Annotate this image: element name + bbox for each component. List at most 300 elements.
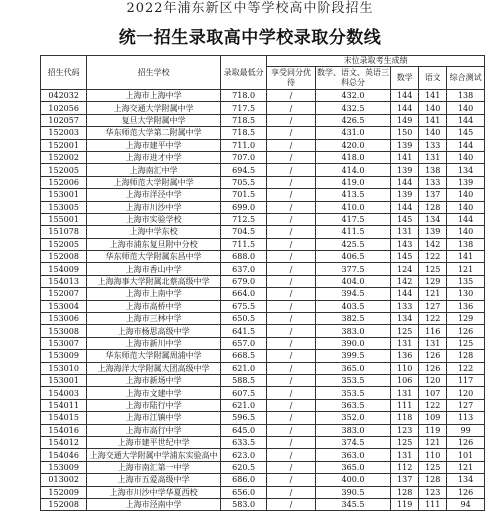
table-row [41,90,485,102]
cell-priority: / [267,387,315,399]
cell-composite: 127 [447,399,485,411]
cell-school: 上海海洋大学附属大团高级中学 [87,362,221,374]
cell-composite: 125 [447,337,485,349]
cell-math: 145 [391,213,419,225]
cell-chinese: 110 [419,449,447,461]
table-row [41,387,485,399]
cell-three-subject-total: 419.0 [315,176,390,188]
table-row [41,201,485,213]
cell-priority: / [267,412,315,424]
cell-chinese: 109 [419,412,447,424]
cell-school: 华东师范大学附属东昌中学 [87,251,221,263]
cell-composite: 138 [447,238,485,250]
cell-min-score: 664.0 [220,288,266,300]
cell-code: 153001 [41,374,87,386]
cell-three-subject-total: 417.5 [315,213,390,225]
cell-min-score: 701.5 [220,189,266,201]
cell-math: 125 [391,436,419,448]
header-chinese: 语文 [419,67,447,90]
cell-chinese: 121 [419,436,447,448]
table-row [41,461,485,473]
cell-priority: / [267,139,315,151]
cell-school: 上海市江镇中学 [87,412,221,424]
cell-min-score: 705.5 [220,176,266,188]
score-table-body [41,90,485,511]
cell-min-score: 588.5 [220,374,266,386]
cell-min-score: 641.5 [220,325,266,337]
cell-chinese: 122 [419,313,447,325]
cell-min-score: 620.5 [220,461,266,473]
cell-chinese: 133 [419,176,447,188]
cell-chinese: 128 [419,474,447,486]
cell-chinese: 125 [419,461,447,473]
cell-composite: 94 [447,498,485,510]
cell-priority: / [267,164,315,176]
cell-school: 上海市高行中学 [87,424,221,436]
cell-chinese: 138 [419,164,447,176]
cell-composite: 139 [447,176,485,188]
cell-three-subject-total: 414.0 [315,164,390,176]
header-last-admitted-group: 末位录取考生成绩 [267,56,485,67]
cell-min-score: 607.5 [220,387,266,399]
cell-chinese: 122 [419,399,447,411]
cell-math: 118 [391,412,419,424]
cell-math: 144 [391,90,419,102]
cell-priority: / [267,325,315,337]
table-row [41,102,485,114]
cell-priority: / [267,263,315,275]
cell-priority: / [267,424,315,436]
cell-priority: / [267,300,315,312]
cell-school: 上海市上海中学 [87,90,221,102]
cell-school: 上海市建平中学 [87,139,221,151]
cell-composite: 128 [447,350,485,362]
cell-composite: 134 [447,164,485,176]
cell-min-score: 583.0 [220,498,266,510]
cell-min-score: 717.5 [220,102,266,114]
cell-math: 141 [391,151,419,163]
table-row [41,213,485,225]
cell-min-score: 668.5 [220,350,266,362]
cell-school: 华东师范大学第二附属中学 [87,127,221,139]
cell-priority: / [267,201,315,213]
cell-priority: / [267,399,315,411]
cell-code: 152003 [41,127,87,139]
cell-chinese: 111 [419,498,447,510]
cell-code: 151078 [41,226,87,238]
cell-school: 上海市川沙中学 [87,201,221,213]
cell-min-score: 675.5 [220,300,266,312]
cell-priority: / [267,251,315,263]
cell-chinese: 120 [419,374,447,386]
cell-school: 上海市三林中学 [87,313,221,325]
cell-composite: 101 [447,449,485,461]
cell-composite: 144 [447,114,485,126]
cell-school: 上海师范大学附属中学 [87,176,221,188]
cell-code: 152007 [41,288,87,300]
cell-three-subject-total: 394.5 [315,288,390,300]
cell-math: 144 [391,201,419,213]
cell-chinese: 139 [419,226,447,238]
cell-school: 上海南汇中学 [87,164,221,176]
cell-composite: 134 [447,474,485,486]
cell-composite: 130 [447,288,485,300]
cell-math: 149 [391,114,419,126]
cell-priority: / [267,176,315,188]
cell-code: 153009 [41,350,87,362]
cell-code: 042032 [41,90,87,102]
cell-three-subject-total: 420.0 [315,139,390,151]
cell-math: 144 [391,102,419,114]
header-composite: 综合测试 [447,67,485,90]
cell-math: 145 [391,251,419,263]
cell-chinese: 122 [419,251,447,263]
cell-three-subject-total: 418.0 [315,151,390,163]
cell-math: 150 [391,127,419,139]
cell-min-score: 645.0 [220,424,266,436]
cell-code: 154046 [41,449,87,461]
cell-min-score: 704.5 [220,226,266,238]
cell-priority: / [267,362,315,374]
cell-priority: / [267,288,315,300]
cell-min-score: 657.0 [220,337,266,349]
cell-math: 134 [391,313,419,325]
cell-code: 152008 [41,498,87,510]
cell-three-subject-total: 363.5 [315,399,390,411]
cell-code: 153004 [41,300,87,312]
cell-school: 上海市浦东复旦附中分校 [87,238,221,250]
cell-min-score: 711.5 [220,238,266,250]
cell-min-score: 711.0 [220,139,266,151]
cell-three-subject-total: 353.5 [315,374,390,386]
cell-priority: / [267,102,315,114]
cell-min-score: 718.0 [220,90,266,102]
cell-school: 上海市实验学校 [87,213,221,225]
cell-code: 152001 [41,139,87,151]
header-math: 数学 [391,67,419,90]
cell-math: 106 [391,374,419,386]
cell-three-subject-total: 363.0 [315,449,390,461]
table-row [41,151,485,163]
cell-code: 152008 [41,251,87,263]
cell-min-score: 621.0 [220,399,266,411]
cell-three-subject-total: 345.5 [315,498,390,510]
cell-chinese: 126 [419,350,447,362]
cell-min-score: 707.0 [220,151,266,163]
cell-school: 上海市新川中学 [87,337,221,349]
cell-chinese: 129 [419,275,447,287]
cell-three-subject-total: 390.0 [315,337,390,349]
cell-chinese: 134 [419,213,447,225]
table-row [41,350,485,362]
table-row [41,275,485,287]
table-row [41,189,485,201]
cell-math: 133 [391,300,419,312]
table-row [41,362,485,374]
table-row [41,176,485,188]
cell-three-subject-total: 365.0 [315,461,390,473]
cell-chinese: 141 [419,114,447,126]
cell-math: 131 [391,387,419,399]
cell-school: 上海市南汇第一中学 [87,461,221,473]
header-priority-label: 享受同分优待 [271,68,312,87]
cell-three-subject-total: 383.0 [315,424,390,436]
cell-school: 上海市上南中学 [87,288,221,300]
table-row [41,238,485,250]
cell-priority: / [267,474,315,486]
cell-min-score: 686.0 [220,474,266,486]
cell-math: 124 [391,263,419,275]
table-row [41,436,485,448]
table-row [41,114,485,126]
cell-composite: 144 [447,139,485,151]
cell-school: 上海海事大学附属北蔡高级中学 [87,275,221,287]
table-row [41,486,485,498]
table-row [41,325,485,337]
cell-chinese: 116 [419,325,447,337]
cell-chinese: 131 [419,337,447,349]
cell-priority: / [267,114,315,126]
cell-chinese: 121 [419,288,447,300]
cell-priority: / [267,226,315,238]
cell-composite: 141 [447,251,485,263]
cell-composite: 120 [447,387,485,399]
cell-min-score: 637.0 [220,263,266,275]
cell-priority: / [267,486,315,498]
cell-school: 上海市香山中学 [87,263,221,275]
cell-min-score: 596.5 [220,412,266,424]
cell-chinese: 119 [419,424,447,436]
table-row [41,449,485,461]
cell-chinese: 107 [419,387,447,399]
cell-three-subject-total: 411.5 [315,226,390,238]
cell-priority: / [267,90,315,102]
cell-composite: 138 [447,90,485,102]
cell-priority: / [267,350,315,362]
cell-priority: / [267,449,315,461]
cell-code: 154013 [41,275,87,287]
cell-three-subject-total: 383.0 [315,325,390,337]
cell-three-subject-total: 353.5 [315,387,390,399]
cell-school: 上海市新场中学 [87,374,221,386]
cell-composite: 113 [447,412,485,424]
header-three-subject-total [315,67,390,90]
cell-math: 139 [391,189,419,201]
document-header: 2022年浦东新区中等学校高中阶段招生 [126,1,374,16]
cell-min-score: 633.5 [220,436,266,448]
cell-chinese: 142 [419,238,447,250]
cell-school: 上海交通大学附属中学浦东实验高中 [87,449,221,461]
table-row [41,139,485,151]
cell-school: 上海市洋泾中学 [87,189,221,201]
cell-math: 139 [391,139,419,151]
cell-math: 142 [391,275,419,287]
cell-composite: 117 [447,374,485,386]
cell-code: 155001 [41,213,87,225]
cell-priority: / [267,436,315,448]
cell-code: 153010 [41,362,87,374]
table-row [41,251,485,263]
cell-code: 154016 [41,424,87,436]
cell-min-score: 699.0 [220,201,266,213]
cell-three-subject-total: 431.0 [315,127,390,139]
cell-composite: 122 [447,362,485,374]
cell-composite: 140 [447,151,485,163]
cell-priority: / [267,461,315,473]
cell-min-score: 694.5 [220,164,266,176]
cell-composite: 135 [447,275,485,287]
cell-math: 125 [391,325,419,337]
cell-math: 119 [391,498,419,510]
cell-math: 137 [391,474,419,486]
cell-three-subject-total: 374.5 [315,436,390,448]
cell-school: 复旦大学附属中学 [87,114,221,126]
cell-min-score: 679.0 [220,275,266,287]
cell-three-subject-total: 352.0 [315,412,390,424]
cell-priority: / [267,127,315,139]
cell-school: 上海市川沙中学华夏西校 [87,486,221,498]
cell-three-subject-total: 403.5 [315,300,390,312]
table-row [41,226,485,238]
cell-school: 上海市文建中学 [87,387,221,399]
table-row [41,424,485,436]
cell-math: 131 [391,226,419,238]
cell-priority: / [267,238,315,250]
cell-composite: 144 [447,213,485,225]
cell-school: 上海中学东校 [87,226,221,238]
cell-priority: / [267,151,315,163]
cell-code: 152005 [41,164,87,176]
cell-composite: 140 [447,189,485,201]
cell-chinese: 127 [419,300,447,312]
document-title: 统一招生录取高中学校录取分数线 [118,28,382,48]
cell-chinese: 131 [419,151,447,163]
cell-composite: 140 [447,201,485,213]
cell-school: 上海市高桥中学 [87,300,221,312]
cell-code: 152002 [41,151,87,163]
cell-three-subject-total: 400.0 [315,474,390,486]
cell-priority: / [267,374,315,386]
cell-min-score: 656.0 [220,486,266,498]
cell-composite: 129 [447,313,485,325]
cell-chinese: 137 [419,189,447,201]
header-three-subject-total-label: 数学、语文、英语三科总分 [316,68,389,87]
cell-math: 143 [391,238,419,250]
cell-math: 136 [391,350,419,362]
cell-math: 144 [391,176,419,188]
cell-math: 131 [391,337,419,349]
cell-priority: / [267,313,315,325]
header-min-score: 录取最低分 [220,56,266,90]
cell-math: 144 [391,288,419,300]
table-row [41,263,485,275]
cell-code: 102056 [41,102,87,114]
table-row [41,498,485,510]
cell-chinese: 128 [419,201,447,213]
cell-composite: 136 [447,300,485,312]
cell-min-score: 712.5 [220,213,266,225]
cell-min-score: 688.0 [220,251,266,263]
cell-code: 153005 [41,201,87,213]
cell-code: 154015 [41,412,87,424]
cell-composite: 140 [447,226,485,238]
table-row [41,412,485,424]
cell-code: 153009 [41,461,87,473]
cell-math: 139 [391,164,419,176]
cell-priority: / [267,213,315,225]
cell-school: 上海市杨思高级中学 [87,325,221,337]
cell-code: 154012 [41,436,87,448]
cell-priority: / [267,498,315,510]
cell-three-subject-total: 399.5 [315,350,390,362]
table-row [41,164,485,176]
cell-school: 华东师范大学附属周浦中学 [87,350,221,362]
cell-chinese: 140 [419,127,447,139]
cell-min-score: 621.0 [220,362,266,374]
cell-math: 131 [391,449,419,461]
table-row [41,313,485,325]
cell-three-subject-total: 425.5 [315,238,390,250]
cell-chinese: 133 [419,139,447,151]
cell-chinese: 140 [419,102,447,114]
cell-composite: 140 [447,102,485,114]
cell-code: 153008 [41,325,87,337]
score-table [40,55,485,511]
cell-composite: 126 [447,325,485,337]
table-row [41,288,485,300]
cell-code: 102057 [41,114,87,126]
table-row [41,399,485,411]
cell-chinese: 141 [419,90,447,102]
cell-three-subject-total: 406.5 [315,251,390,263]
cell-priority: / [267,275,315,287]
cell-math: 111 [391,399,419,411]
cell-priority: / [267,337,315,349]
cell-min-score: 718.5 [220,114,266,126]
table-row [41,127,485,139]
cell-composite: 126 [447,486,485,498]
cell-math: 110 [391,362,419,374]
cell-three-subject-total: 410.0 [315,201,390,213]
cell-code: 153001 [41,189,87,201]
cell-three-subject-total: 432.5 [315,102,390,114]
header-school: 招生学校 [87,56,221,90]
cell-three-subject-total: 413.5 [315,189,390,201]
table-row [41,474,485,486]
header-code: 招生代码 [41,56,87,90]
cell-code: 152009 [41,486,87,498]
cell-priority: / [267,189,315,201]
cell-school: 上海市进才中学 [87,151,221,163]
cell-math: 123 [391,424,419,436]
cell-three-subject-total: 377.5 [315,263,390,275]
table-row [41,300,485,312]
cell-composite: 121 [447,461,485,473]
table-row [41,374,485,386]
cell-chinese: 126 [419,362,447,374]
cell-math: 128 [391,486,419,498]
cell-school: 上海市五爱高级中学 [87,474,221,486]
cell-code: 153007 [41,337,87,349]
cell-min-score: 650.5 [220,313,266,325]
cell-code: 152005 [41,238,87,250]
header-priority [267,67,315,90]
cell-school: 上海交通大学附属中学 [87,102,221,114]
cell-code: 152006 [41,176,87,188]
cell-chinese: 125 [419,263,447,275]
cell-composite: 126 [447,436,485,448]
cell-school: 上海市建平世纪中学 [87,436,221,448]
